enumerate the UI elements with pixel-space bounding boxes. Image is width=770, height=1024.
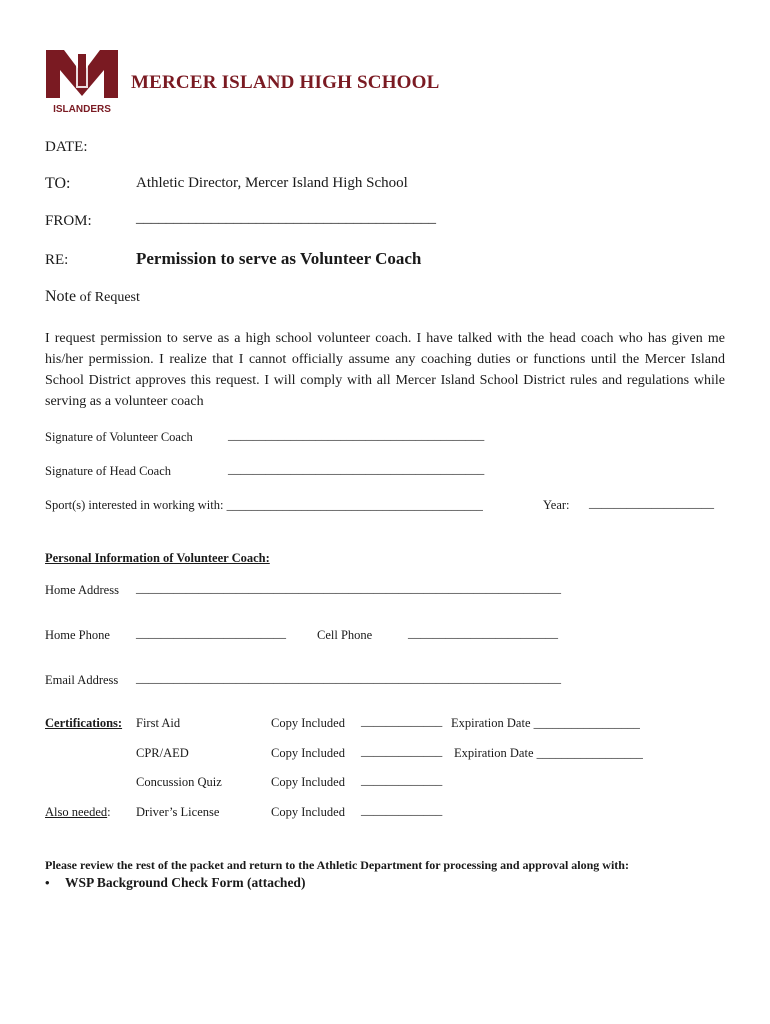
from-label: FROM: <box>45 213 92 229</box>
note-heading-part2: of Request <box>76 290 140 305</box>
personal-info-heading: Personal Information of Volunteer Coach: <box>45 551 270 565</box>
volunteer-signature-line[interactable]: _________________________________________ <box>228 428 485 442</box>
review-instructions: Please review the rest of the packet and return to the Athletic Department for processing and approval along with: <box>45 858 629 872</box>
home-address-line[interactable]: ____________________________________________________________________ <box>136 581 561 595</box>
certifications-label: Certifications: <box>45 716 123 730</box>
note-heading-part1: Note <box>45 288 77 305</box>
year-line[interactable]: ____________________ <box>589 496 714 510</box>
drivers-license: Driver’s License <box>136 805 220 819</box>
cert-first-aid-line[interactable]: _____________ <box>361 714 443 728</box>
year-label: Year: <box>543 498 570 512</box>
also-needed-label: Also needed <box>45 805 108 819</box>
also-needed-colon: : <box>107 805 111 819</box>
date-label: DATE: <box>45 139 88 155</box>
cert-cpr-aed: CPR/AED <box>136 746 189 760</box>
bullet-item-text: WSP Background Check Form (attached) <box>64 875 306 890</box>
head-signature-line[interactable]: _________________________________________ <box>228 462 485 476</box>
home-phone-line[interactable]: ________________________ <box>136 626 286 640</box>
head-signature-label: Signature of Head Coach <box>45 464 172 478</box>
note-heading <box>45 288 140 306</box>
cell-phone-line[interactable]: ________________________ <box>408 626 558 640</box>
from-line[interactable]: ________________________________________ <box>136 210 436 226</box>
cert-first-aid: First Aid <box>136 716 181 730</box>
logo-text: ISLANDERS <box>53 104 111 115</box>
cert-first-aid-expiration[interactable]: Expiration Date _________________ <box>451 716 640 730</box>
cert-cpr-aed-expiration[interactable]: Expiration Date _________________ <box>454 746 643 760</box>
to-label: TO: <box>45 175 71 192</box>
sport-field[interactable]: Sport(s) interested in working with: _________________________________________ <box>45 498 483 512</box>
school-name: MERCER ISLAND HIGH SCHOOL <box>131 72 440 93</box>
bullet-item <box>45 875 305 891</box>
also-needed <box>45 805 111 820</box>
cert-concussion-quiz: Concussion Quiz <box>136 775 222 789</box>
re-value: Permission to serve as Volunteer Coach <box>136 249 422 268</box>
home-address-label: Home Address <box>45 583 119 597</box>
school-logo <box>42 46 122 116</box>
bullet-dot: • <box>45 875 50 890</box>
cell-phone-label: Cell Phone <box>317 628 373 642</box>
cert-first-aid-copy: Copy Included <box>271 716 345 730</box>
cert-cpr-aed-copy: Copy Included <box>271 746 345 760</box>
email-label: Email Address <box>45 673 119 687</box>
home-phone-label: Home Phone <box>45 628 110 642</box>
cert-cpr-aed-line[interactable]: _____________ <box>361 744 443 758</box>
email-line[interactable]: ____________________________________________________________________ <box>136 671 561 685</box>
to-value: Athletic Director, Mercer Island High School <box>136 175 408 191</box>
volunteer-signature-label: Signature of Volunteer Coach <box>45 430 193 444</box>
cert-concussion-quiz-copy: Copy Included <box>271 775 345 789</box>
request-paragraph: I request permission to serve as a high school volunteer coach. I have talked with the head coach who has given me his/her permission. I realize that I cannot officially assume any coaching duties or functions until the Mercer Island School District approves this request. I will comply with all Mercer Island School District rules and regulations while serving as a volunteer coach <box>45 331 725 409</box>
drivers-license-copy: Copy Included <box>271 805 345 819</box>
cert-concussion-quiz-line[interactable]: _____________ <box>361 773 443 787</box>
re-label: RE: <box>45 252 69 268</box>
drivers-license-line[interactable]: _____________ <box>361 803 443 817</box>
